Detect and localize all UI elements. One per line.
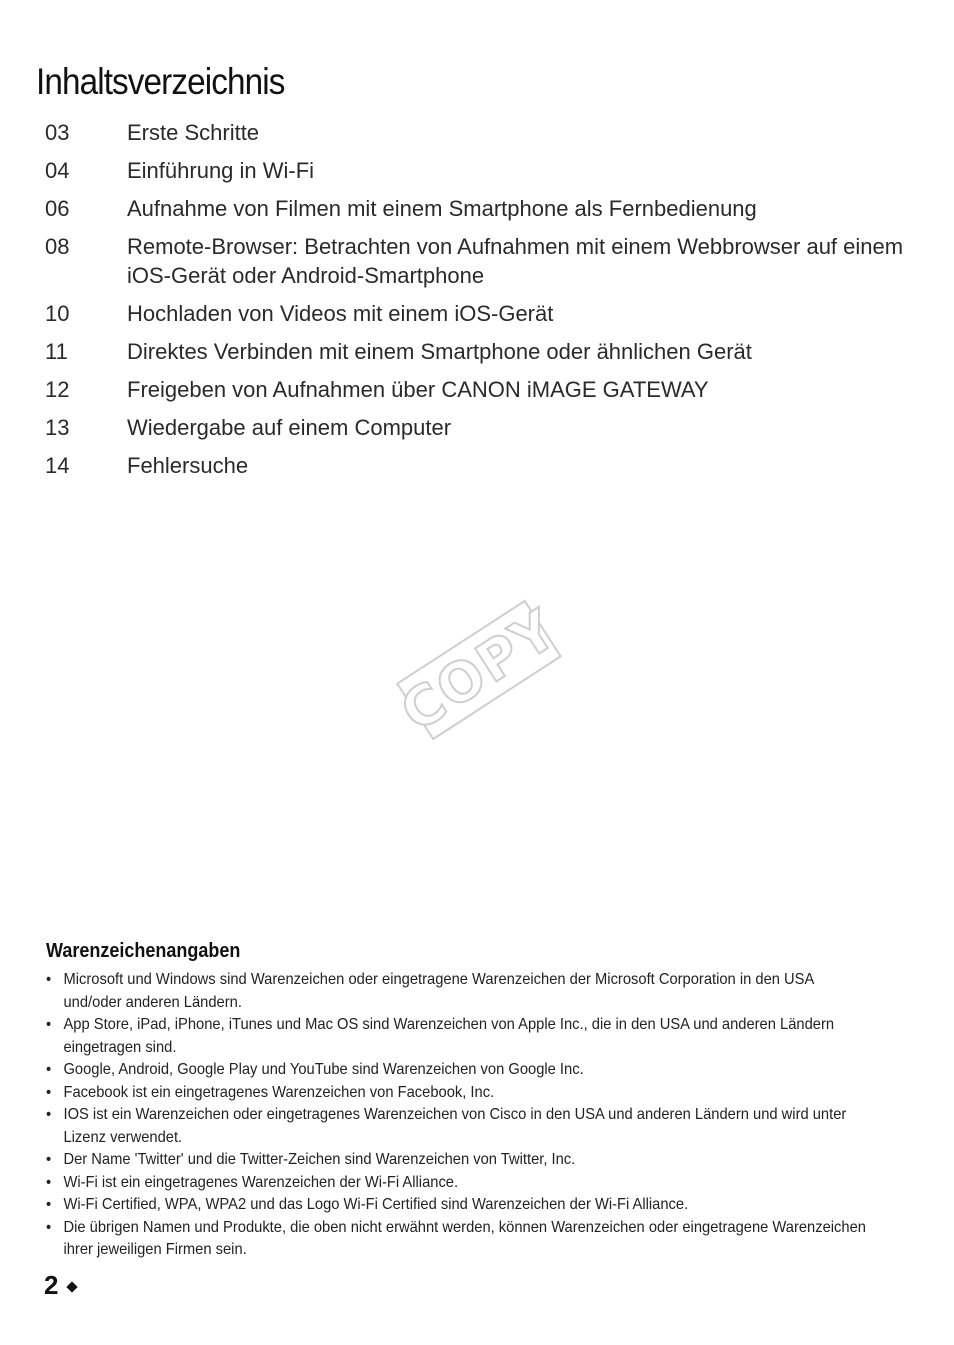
trademark-item: • App Store, iPad, iPhone, iTunes und Mac OS sind Warenzeichen von Apple Inc., die in den USA und anderen Ländern eingetragen sind. [46,1014,873,1059]
toc-entry[interactable] [45,413,905,442]
toc-entry[interactable] [45,156,905,185]
trademark-item: • Die übrigen Namen und Produkte, die oben nicht erwähnt werden, können Warenzeichen oder eingetragene Warenzeichen ihrer jeweiligen Firmen sein. [46,1217,873,1262]
trademark-list [46,969,866,1262]
page-number: 2 [44,1270,59,1300]
toc-entry[interactable] [45,232,905,290]
toc-entry-title: Hochladen von Videos mit einem iOS-Gerät [127,301,554,326]
toc-entry-title: Fehlersuche [127,453,249,478]
toc-entry-title: Freigeben von Aufnahmen über CANON iMAGE GATEWAY [127,377,709,402]
trademark-item: • Microsoft und Windows sind Warenzeichen oder eingetragene Warenzeichen der Microsoft Corporation in den USA und/oder anderen Ländern. [46,969,873,1014]
trademark-item: • Google, Android, Google Play und YouTube sind Warenzeichen von Google Inc. [46,1059,873,1082]
toc-entry-title: Einführung in Wi-Fi [127,158,315,183]
toc-entry-title: Wiedergabe auf einem Computer [127,415,452,440]
copy-watermark-text: COPY [389,596,569,744]
trademark-item: • Der Name 'Twitter' und die Twitter-Zeichen sind Warenzeichen von Twitter, Inc. [46,1149,873,1172]
toc-page-number: 04 [45,158,70,183]
trademark-heading: Warenzeichenangaben [46,940,241,962]
toc-entry[interactable] [45,337,905,366]
toc-entry[interactable] [45,451,905,480]
copy-watermark-stamp [389,596,569,744]
toc-entry-title: Erste Schritte [127,120,260,145]
toc-page-number: 12 [45,377,70,402]
trademark-item: • Facebook ist ein eingetragenes Warenzeichen von Facebook, Inc. [46,1082,873,1105]
toc-entry-title: Direktes Verbinden mit einem Smartphone oder ähnlichen Gerät [127,339,752,364]
page-title: Inhaltsverzeichnis [36,60,285,102]
toc-entry[interactable] [45,375,905,404]
page-footer [44,1270,76,1301]
trademark-item: • Wi-Fi ist ein eingetragenes Warenzeichen der Wi-Fi Alliance. [46,1172,873,1195]
trademark-item: • IOS ist ein Warenzeichen oder eingetragenes Warenzeichen von Cisco in den USA und anderen Ländern und wird unter Lizenz verwendet. [46,1104,873,1149]
table-of-contents [45,118,905,489]
toc-entry[interactable] [45,194,905,223]
toc-page-number: 14 [45,453,70,478]
toc-page-number: 08 [45,234,70,259]
toc-entry-title: Remote-Browser: Betrachten von Aufnahmen mit einem Webbrowser auf einem iOS-Gerät oder Android-Smartphone [127,234,904,288]
toc-page-number: 06 [45,196,70,221]
toc-entry[interactable] [45,299,905,328]
diamond-icon [67,1281,78,1292]
toc-page-number: 11 [45,339,68,364]
toc-page-number: 10 [45,301,70,326]
toc-page-number: 13 [45,415,70,440]
trademark-section [46,940,866,1262]
trademark-item: • Wi-Fi Certified, WPA, WPA2 und das Logo Wi-Fi Certified sind Warenzeichen der Wi-Fi Alliance. [46,1194,873,1217]
toc-page-number: 03 [45,120,70,145]
toc-entry-title: Aufnahme von Filmen mit einem Smartphone als Fernbedienung [127,196,757,221]
toc-entry[interactable] [45,118,905,147]
